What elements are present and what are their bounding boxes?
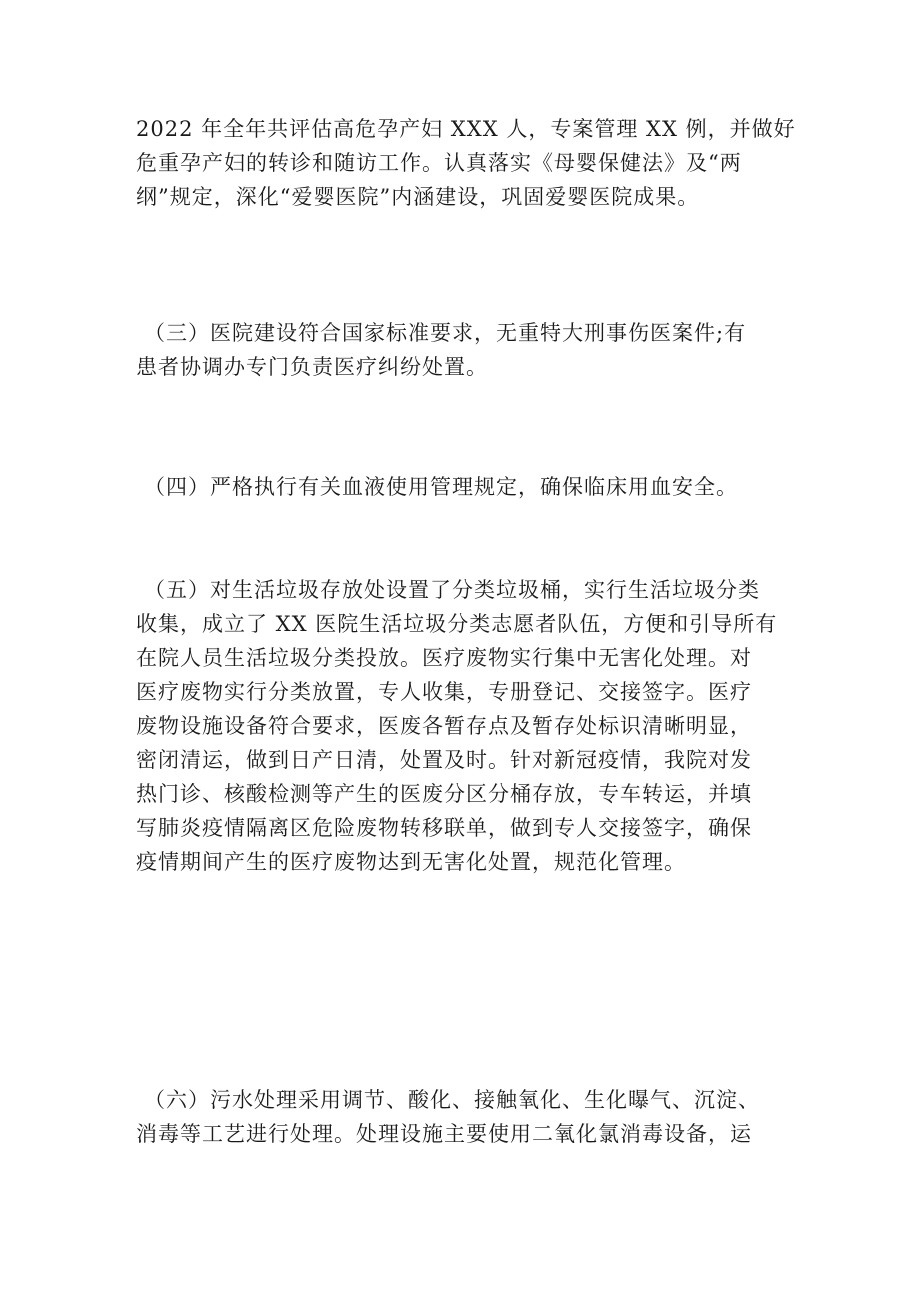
text-line: （三）医院建设符合国家标准要求，无重特大刑事伤医案件;有	[144, 321, 747, 345]
paragraph-section-4	[136, 470, 796, 504]
text-line: 消毒等工艺进行处理。处理设施主要使用二氧化氯消毒设备，运	[136, 1122, 752, 1146]
text-line: 收集，成立了 XX 医院生活垃圾分类志愿者队伍，方便和引导所有	[136, 612, 778, 636]
text-line: （六）污水处理采用调节、酸化、接触氧化、生化曝气、沉淀、	[144, 1088, 760, 1112]
text-line: 危重孕产妇的转诊和随访工作。认真落实《母婴保健法》及“两	[136, 151, 742, 175]
text-line: 热门诊、核酸检测等产生的医废分区分桶存放，专车转运，并填	[136, 782, 752, 806]
text-line: 患者协调办专门负责医疗纠纷处置。	[136, 355, 488, 379]
text-line: 2022 年全年共评估高危孕产妇 XXX 人，专案管理 XX 例，并做好	[136, 117, 796, 141]
text-line: 密闭清运，做到日产日清，处置及时。针对新冠疫情，我院对发	[136, 748, 752, 772]
text-line: 写肺炎疫情隔离区危险废物转移联单，做到专人交接签字，确保	[136, 816, 752, 840]
text-line: 纲”规定，深化“爱婴医院”内涵建设，巩固爱婴医院成果。	[136, 185, 700, 209]
text-line: 疫情期间产生的医疗废物达到无害化处置，规范化管理。	[136, 850, 686, 874]
paragraph-maternal-care	[136, 112, 796, 214]
text-line: （五）对生活垃圾存放处设置了分类垃圾桶，实行生活垃圾分类	[144, 578, 760, 602]
text-line: 医疗废物实行分类放置，专人收集，专册登记、交接签字。医疗	[136, 680, 752, 704]
paragraph-section-6	[136, 1083, 796, 1151]
text-line: 废物设施设备符合要求，医废各暂存点及暂存处标识清晰明显，	[136, 714, 752, 738]
paragraph-section-3	[136, 316, 796, 384]
text-line: （四）严格执行有关血液使用管理规定，确保临床用血安全。	[144, 475, 738, 499]
paragraph-section-5	[136, 573, 796, 879]
text-line: 在院人员生活垃圾分类投放。医疗废物实行集中无害化处理。对	[136, 646, 752, 670]
